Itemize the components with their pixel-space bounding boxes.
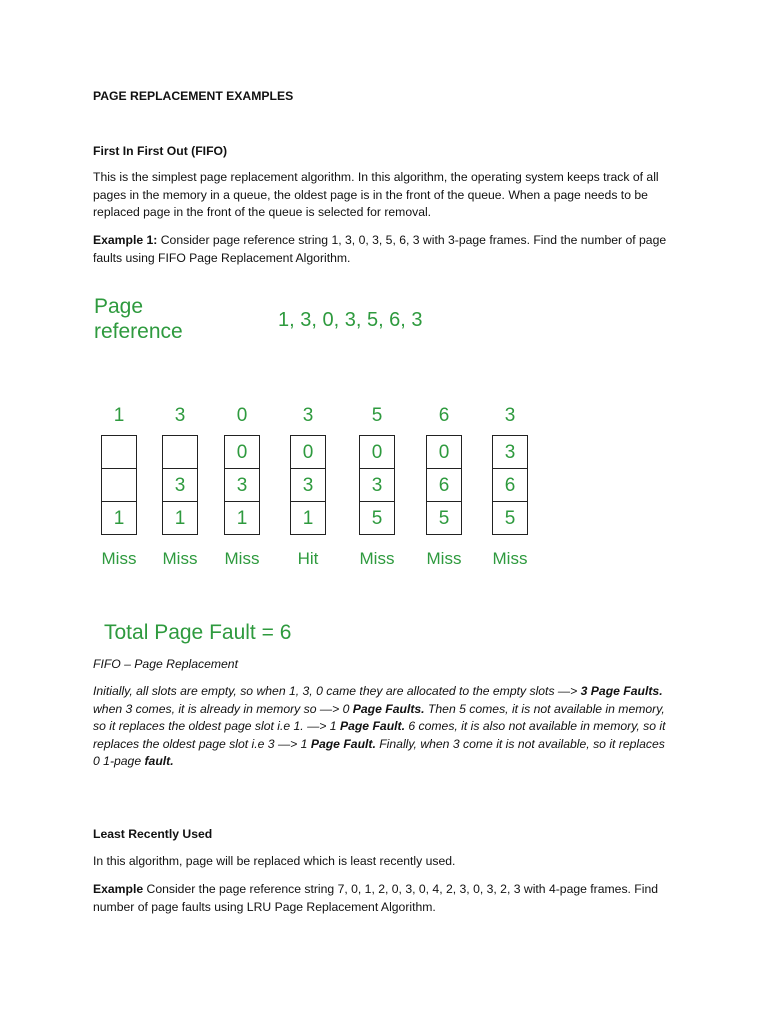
figure-caption: FIFO – Page Replacement (93, 657, 238, 671)
frame-cell: 0 (359, 435, 395, 469)
explanation-emphasis: 3 Page Faults. (580, 684, 663, 698)
frame-cell: 0 (426, 435, 462, 469)
lru-example-label: Example (93, 882, 144, 896)
column-ref: 5 (371, 405, 383, 426)
frame-cell: 6 (426, 468, 462, 502)
fifo-example-text: Consider page reference string 1, 3, 0, 3, 5, 6, 3 with 3-page frames. Find the number of page faults using FIFO Page Replacement Algorithm. (93, 233, 667, 265)
frame-cell: 3 (359, 468, 395, 502)
frame-cell: 1 (162, 501, 198, 535)
frame-stack (426, 435, 462, 535)
column-status: Miss (162, 549, 198, 568)
page-reference-label (94, 294, 183, 344)
frame-cell: 0 (224, 435, 260, 469)
column-status: Miss (359, 549, 395, 568)
column-ref: 3 (302, 405, 314, 426)
column-ref: 1 (113, 405, 125, 426)
explanation-text: Initially, all slots are empty, so when 1, 3, 0 came they are allocated to the empty slots —> (93, 684, 581, 698)
fifo-explanation (93, 683, 673, 771)
frame-cell: 5 (492, 501, 528, 535)
column-ref: 6 (438, 405, 450, 426)
explanation-text: 6 comes, it is also not available in memory, so it replaces the oldest page slot i.e 3 —> 1 (93, 719, 666, 751)
page-reference-label-line2: reference (94, 320, 183, 343)
column-status: Miss (426, 549, 462, 568)
frame-cell: 3 (290, 468, 326, 502)
frame-cell: 1 (290, 501, 326, 535)
lru-heading: Least Recently Used (93, 827, 213, 841)
column-status: Miss (492, 549, 528, 568)
explanation-text: when 3 comes, it is already in memory so —> 0 (93, 701, 353, 716)
frame-cell: 0 (290, 435, 326, 469)
frame-stack (224, 435, 260, 535)
fifo-example (93, 232, 673, 267)
column-ref: 3 (174, 405, 186, 426)
frame-cell (101, 468, 137, 502)
explanation-emphasis: Page Faults. (352, 701, 425, 716)
frame-cell: 3 (492, 435, 528, 469)
explanation-emphasis: fault. (144, 754, 174, 768)
frame-cell: 3 (224, 468, 260, 502)
frame-cell (162, 435, 198, 469)
column-status: Miss (224, 549, 260, 568)
column-status: Miss (101, 549, 137, 568)
frame-stack (290, 435, 326, 535)
explanation-text: Finally, when 3 come it is not available, so it replaces 0 1-page (93, 736, 665, 768)
frame-cell: 1 (224, 501, 260, 535)
lru-example-text: Consider the page reference string 7, 0, 1, 2, 0, 3, 0, 4, 2, 3, 0, 3, 2, 3 with 4-page frames. Find number of page faults using LRU Page Replacement Algorithm. (93, 882, 659, 914)
explanation-emphasis: Page Fault. (310, 736, 376, 751)
frame-stack (101, 435, 137, 535)
fifo-description: This is the simplest page replacement algorithm. In this algorithm, the operating system keeps track of all pages in the memory in a queue, the oldest page is in the front of the queue. When a page needs to be replaced page in the front of the queue is selected for removal. (93, 170, 659, 219)
column-ref: 0 (236, 405, 248, 426)
frame-stack (162, 435, 198, 535)
frame-cell: 5 (359, 501, 395, 535)
fifo-diagram (88, 292, 548, 652)
frame-stack (492, 435, 528, 535)
frame-cell: 3 (162, 468, 198, 502)
reference-sequence: 1, 3, 0, 3, 5, 6, 3 (278, 309, 423, 331)
document-title: PAGE REPLACEMENT EXAMPLES (93, 89, 294, 103)
total-page-fault: Total Page Fault = 6 (104, 621, 292, 644)
frame-cell: 1 (101, 501, 137, 535)
page-reference-label-line1: Page (94, 295, 144, 318)
column-status: Hit (297, 549, 319, 568)
frame-stack (359, 435, 395, 535)
frame-cell: 5 (426, 501, 462, 535)
frame-cell (101, 435, 137, 469)
frame-cell: 6 (492, 468, 528, 502)
column-ref: 3 (504, 405, 516, 426)
lru-example (93, 881, 673, 916)
explanation-text: Then 5 comes, it is not available in memory, so it replaces the oldest page slot i.e 1. —> 1 (93, 701, 665, 733)
lru-description: In this algorithm, page will be replaced which is least recently used. (93, 854, 456, 868)
fifo-heading: First In First Out (FIFO) (93, 144, 228, 158)
explanation-emphasis: Page Fault. (339, 719, 405, 733)
fifo-example-label: Example 1: (93, 233, 158, 247)
